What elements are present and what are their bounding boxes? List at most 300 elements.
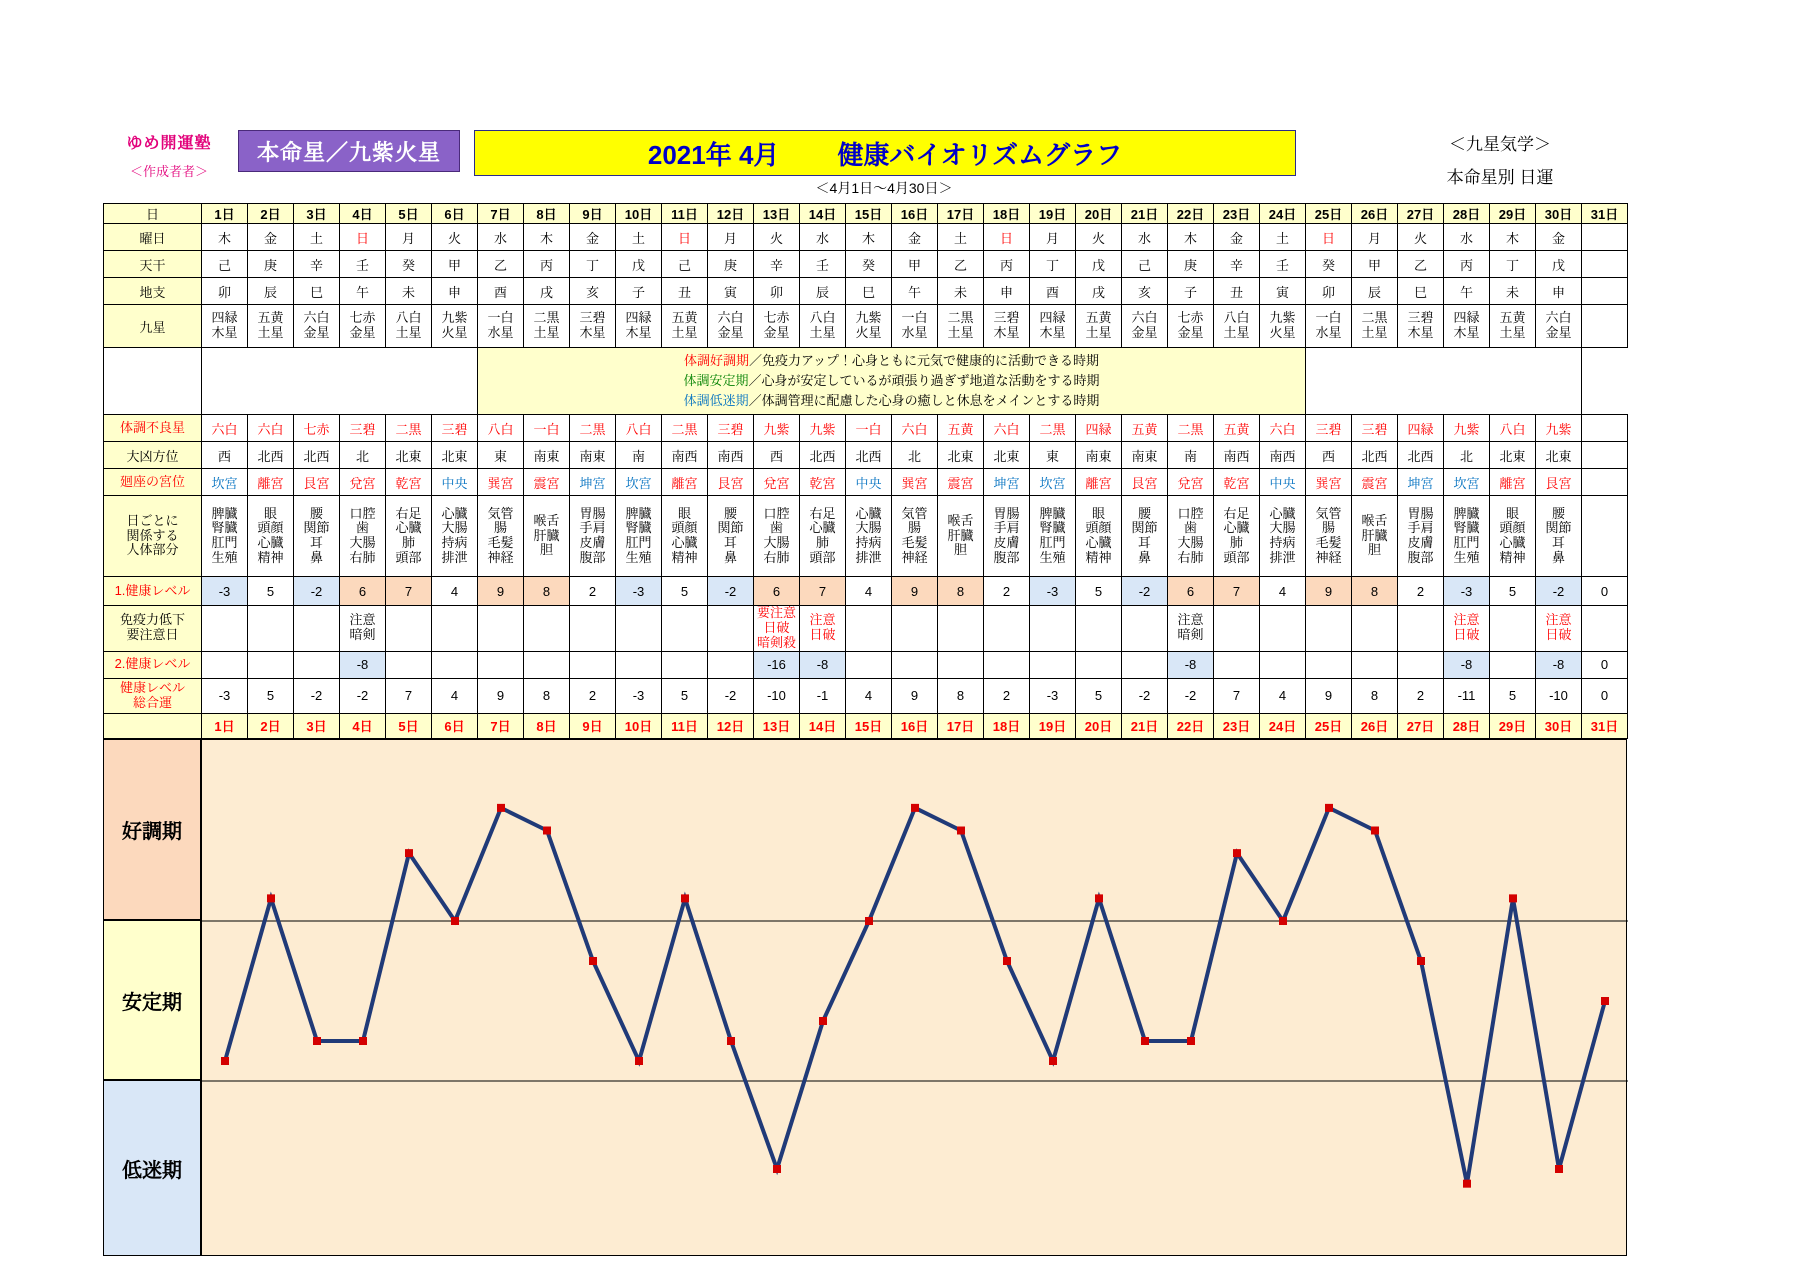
bad-star-29: 八白: [1490, 415, 1536, 442]
graph-point-25: [1325, 804, 1333, 812]
kyusei-3: 六白 金星: [294, 305, 340, 348]
immune-warning-22: 注意 暗剣: [1168, 606, 1214, 652]
graph-point-1: [221, 1057, 229, 1065]
bad-star-30: 九紫: [1536, 415, 1582, 442]
level1-19: -3: [1030, 577, 1076, 606]
bad-direction-17: 北東: [938, 442, 984, 469]
body-part-22: 口腔 歯 大腸 右肺: [1168, 496, 1214, 577]
graph-point-15: [865, 917, 873, 925]
kyusei-12: 六白 金星: [708, 305, 754, 348]
body-part-20: 眼 頭顔 心臓 精神: [1076, 496, 1122, 577]
level1-12: -2: [708, 577, 754, 606]
total-8: 8: [524, 678, 570, 713]
total-21: -2: [1122, 678, 1168, 713]
bad-star-2: 六白: [248, 415, 294, 442]
level1-6: 4: [432, 577, 478, 606]
tenkan-8: 丙: [524, 251, 570, 278]
system-label: ＜九星気学＞: [1449, 135, 1551, 154]
bad-direction-31: [1582, 442, 1628, 469]
tenkan-25: 癸: [1306, 251, 1352, 278]
bad-direction-25: 西: [1306, 442, 1352, 469]
level1-15: 4: [846, 577, 892, 606]
weekday-2: 金: [248, 224, 294, 251]
level1-13: 6: [754, 577, 800, 606]
total-10: -3: [616, 678, 662, 713]
day-header-15: 15日: [846, 204, 892, 224]
day-header-24: 24日: [1260, 204, 1306, 224]
kaiza-27: 坤宮: [1398, 469, 1444, 496]
day-footer-28: 28日: [1444, 713, 1490, 738]
bad-star-3: 七赤: [294, 415, 340, 442]
tenkan-17: 乙: [938, 251, 984, 278]
level2-28: -8: [1444, 651, 1490, 678]
tenkan-27: 乙: [1398, 251, 1444, 278]
kyusei-17: 二黒 土星: [938, 305, 984, 348]
day-header-13: 13日: [754, 204, 800, 224]
immune-warning-3: [294, 606, 340, 652]
chishi-28: 午: [1444, 278, 1490, 305]
immune-warning-26: [1352, 606, 1398, 652]
bad-star-9: 二黒: [570, 415, 616, 442]
level1-5: 7: [386, 577, 432, 606]
level2-27: [1398, 651, 1444, 678]
bad-direction-28: 北: [1444, 442, 1490, 469]
day-footer-5: 5日: [386, 713, 432, 738]
tenkan-23: 辛: [1214, 251, 1260, 278]
chishi-8: 戌: [524, 278, 570, 305]
total-3: -2: [294, 678, 340, 713]
kyusei-4: 七赤 金星: [340, 305, 386, 348]
immune-warning-23: [1214, 606, 1260, 652]
level2-29: [1490, 651, 1536, 678]
immune-warning-16: [892, 606, 938, 652]
chishi-10: 子: [616, 278, 662, 305]
chishi-7: 酉: [478, 278, 524, 305]
tenkan-24: 壬: [1260, 251, 1306, 278]
body-part-19: 脾臓 腎臓 肛門 生殖: [1030, 496, 1076, 577]
chishi-2: 辰: [248, 278, 294, 305]
weekday-13: 火: [754, 224, 800, 251]
total-23: 7: [1214, 678, 1260, 713]
kyusei-15: 九紫 火星: [846, 305, 892, 348]
tenkan-10: 戊: [616, 251, 662, 278]
kaiza-31: [1582, 469, 1628, 496]
level2-22: -8: [1168, 651, 1214, 678]
level1-23: 7: [1214, 577, 1260, 606]
bad-direction-27: 北西: [1398, 442, 1444, 469]
kaiza-4: 兌宮: [340, 469, 386, 496]
tenkan-14: 壬: [800, 251, 846, 278]
day-header-30: 30日: [1536, 204, 1582, 224]
graph-plot-area: [201, 739, 1627, 1256]
tenkan-7: 乙: [478, 251, 524, 278]
chishi-30: 申: [1536, 278, 1582, 305]
tenkan-4: 壬: [340, 251, 386, 278]
level2-13: -16: [754, 651, 800, 678]
bad-direction-21: 南東: [1122, 442, 1168, 469]
weekday-16: 金: [892, 224, 938, 251]
immune-warning-12: [708, 606, 754, 652]
day-footer-18: 18日: [984, 713, 1030, 738]
day-header-9: 9日: [570, 204, 616, 224]
body-part-29: 眼 頭顔 心臓 精神: [1490, 496, 1536, 577]
weekday-8: 木: [524, 224, 570, 251]
level2-16: [892, 651, 938, 678]
calendar-data-table: [103, 203, 1628, 739]
bad-direction-20: 南東: [1076, 442, 1122, 469]
kyusei-19: 四緑 木星: [1030, 305, 1076, 348]
kyusei-14: 八白 土星: [800, 305, 846, 348]
brand-author: ＜作成者者＞: [129, 164, 208, 179]
total-26: 8: [1352, 678, 1398, 713]
body-part-5: 右足 心臓 肺 頭部: [386, 496, 432, 577]
kyusei-2: 五黄 土星: [248, 305, 294, 348]
table-row-body-part: [104, 496, 1628, 577]
weekday-15: 木: [846, 224, 892, 251]
level1-26: 8: [1352, 577, 1398, 606]
kyusei-26: 二黒 土星: [1352, 305, 1398, 348]
weekday-18: 日: [984, 224, 1030, 251]
row-label-total: 健康レベル 総合運: [104, 678, 202, 713]
total-12: -2: [708, 678, 754, 713]
graph-point-27: [1417, 957, 1425, 965]
bad-star-5: 二黒: [386, 415, 432, 442]
bad-direction-15: 北西: [846, 442, 892, 469]
weekday-6: 火: [432, 224, 478, 251]
bad-direction-1: 西: [202, 442, 248, 469]
level1-2: 5: [248, 577, 294, 606]
body-part-21: 腰 関節 耳 鼻: [1122, 496, 1168, 577]
chishi-3: 巳: [294, 278, 340, 305]
graph-point-8: [543, 827, 551, 835]
total-20: 5: [1076, 678, 1122, 713]
bad-star-13: 九紫: [754, 415, 800, 442]
day-header-10: 10日: [616, 204, 662, 224]
total-24: 4: [1260, 678, 1306, 713]
level2-24: [1260, 651, 1306, 678]
day-header-23: 23日: [1214, 204, 1260, 224]
immune-warning-17: [938, 606, 984, 652]
chishi-4: 午: [340, 278, 386, 305]
row-label-immune-warning: 免疫力低下 要注意日: [104, 606, 202, 652]
level1-3: -2: [294, 577, 340, 606]
immune-warning-13: 要注意 日破 暗剣殺: [754, 606, 800, 652]
immune-warning-6: [432, 606, 478, 652]
legend-line-3: 体調低迷期／体調管理に配慮した心身の癒しと休息をメインとする時期: [683, 393, 1100, 409]
chishi-5: 未: [386, 278, 432, 305]
day-footer-19: 19日: [1030, 713, 1076, 738]
kaiza-29: 離宮: [1490, 469, 1536, 496]
body-part-24: 心臓 大腸 持病 排泄: [1260, 496, 1306, 577]
graph-point-24: [1279, 917, 1287, 925]
graph-point-5: [405, 849, 413, 857]
weekday-19: 月: [1030, 224, 1076, 251]
page-header: [110, 130, 1690, 196]
graph-point-6: [451, 917, 459, 925]
day-footer-23: 23日: [1214, 713, 1260, 738]
chishi-12: 寅: [708, 278, 754, 305]
level1-30: -2: [1536, 577, 1582, 606]
body-part-1: 脾臓 腎臓 肛門 生殖: [202, 496, 248, 577]
day-footer-10: 10日: [616, 713, 662, 738]
bad-direction-19: 東: [1030, 442, 1076, 469]
level1-22: 6: [1168, 577, 1214, 606]
body-part-2: 眼 頭顔 心臓 精神: [248, 496, 294, 577]
level2-19: [1030, 651, 1076, 678]
bad-direction-14: 北西: [800, 442, 846, 469]
kyusei-5: 八白 土星: [386, 305, 432, 348]
day-footer-21: 21日: [1122, 713, 1168, 738]
kaiza-10: 坎宮: [616, 469, 662, 496]
kaiza-7: 巽宮: [478, 469, 524, 496]
kyusei-16: 一白 水星: [892, 305, 938, 348]
kaiza-1: 坎宮: [202, 469, 248, 496]
tenkan-30: 戊: [1536, 251, 1582, 278]
immune-warning-30: 注意 日破: [1536, 606, 1582, 652]
body-part-18: 胃腸 手肩 皮膚 腹部: [984, 496, 1030, 577]
body-part-26: 喉舌 肝臓 胆: [1352, 496, 1398, 577]
chishi-19: 酉: [1030, 278, 1076, 305]
graph-point-23: [1233, 849, 1241, 857]
total-7: 9: [478, 678, 524, 713]
day-header-12: 12日: [708, 204, 754, 224]
kyusei-18: 三碧 木星: [984, 305, 1030, 348]
weekday-29: 木: [1490, 224, 1536, 251]
weekday-11: 日: [662, 224, 708, 251]
body-part-15: 心臓 大腸 持病 排泄: [846, 496, 892, 577]
tenkan-13: 辛: [754, 251, 800, 278]
level2-31: 0: [1582, 651, 1628, 678]
weekday-24: 土: [1260, 224, 1306, 251]
weekday-21: 水: [1122, 224, 1168, 251]
immune-warning-20: [1076, 606, 1122, 652]
level1-14: 7: [800, 577, 846, 606]
graph-zone-label-2: 安定期: [103, 920, 201, 1080]
bad-direction-16: 北: [892, 442, 938, 469]
kaiza-28: 坎宮: [1444, 469, 1490, 496]
day-header-4: 4日: [340, 204, 386, 224]
bad-star-25: 三碧: [1306, 415, 1352, 442]
graph-point-17: [957, 827, 965, 835]
row-label-level1: 1.健康レベル: [104, 577, 202, 606]
tenkan-19: 丁: [1030, 251, 1076, 278]
bad-star-22: 二黒: [1168, 415, 1214, 442]
kaiza-11: 離宮: [662, 469, 708, 496]
day-footer-26: 26日: [1352, 713, 1398, 738]
table-row-day-footer: [104, 713, 1628, 738]
legend-line-1: 体調好調期／免疫力アップ！心身ともに元気で健康的に活動できる時期: [683, 352, 1100, 368]
kyusei-8: 二黒 土星: [524, 305, 570, 348]
graph-point-14: [819, 1017, 827, 1025]
tenkan-31: [1582, 251, 1628, 278]
table-row-level1: [104, 577, 1628, 606]
level2-21: [1122, 651, 1168, 678]
table-row-total: [104, 678, 1628, 713]
bad-direction-9: 南東: [570, 442, 616, 469]
day-header-31: 31日: [1582, 204, 1628, 224]
graph-point-20: [1095, 894, 1103, 902]
kaiza-30: 艮宮: [1536, 469, 1582, 496]
level1-24: 4: [1260, 577, 1306, 606]
bad-direction-22: 南: [1168, 442, 1214, 469]
bad-star-31: [1582, 415, 1628, 442]
bad-direction-4: 北: [340, 442, 386, 469]
level2-18: [984, 651, 1030, 678]
bad-star-10: 八白: [616, 415, 662, 442]
kyusei-25: 一白 水星: [1306, 305, 1352, 348]
tenkan-9: 丁: [570, 251, 616, 278]
total-6: 4: [432, 678, 478, 713]
level2-4: -8: [340, 651, 386, 678]
year-month: 2021年 4月: [647, 139, 780, 170]
bad-star-6: 三碧: [432, 415, 478, 442]
kaiza-5: 乾宮: [386, 469, 432, 496]
graph-point-12: [727, 1037, 735, 1045]
day-footer-11: 11日: [662, 713, 708, 738]
kaiza-23: 乾宮: [1214, 469, 1260, 496]
table-row-chishi: [104, 278, 1628, 305]
legend-right-blank: [1306, 348, 1582, 415]
kaiza-17: 震宮: [938, 469, 984, 496]
kyusei-22: 七赤 金星: [1168, 305, 1214, 348]
graph-point-31: [1601, 997, 1609, 1005]
tenkan-15: 癸: [846, 251, 892, 278]
total-27: 2: [1398, 678, 1444, 713]
graph-point-21: [1141, 1037, 1149, 1045]
level1-17: 8: [938, 577, 984, 606]
level1-29: 5: [1490, 577, 1536, 606]
day-footer-31: 31日: [1582, 713, 1628, 738]
chart-title-banner: [474, 130, 1296, 176]
immune-warning-24: [1260, 606, 1306, 652]
chishi-24: 寅: [1260, 278, 1306, 305]
weekday-17: 土: [938, 224, 984, 251]
immune-warning-1: [202, 606, 248, 652]
day-header-5: 5日: [386, 204, 432, 224]
kaiza-18: 坤宮: [984, 469, 1030, 496]
total-5: 7: [386, 678, 432, 713]
day-footer-29: 29日: [1490, 713, 1536, 738]
table-row-day: [104, 204, 1628, 224]
total-15: 4: [846, 678, 892, 713]
bad-direction-30: 北東: [1536, 442, 1582, 469]
kyusei-11: 五黄 土星: [662, 305, 708, 348]
body-part-6: 心臓 大腸 持病 排泄: [432, 496, 478, 577]
kaiza-24: 中央: [1260, 469, 1306, 496]
day-header-14: 14日: [800, 204, 846, 224]
row-label-body-part: 日ごとに 関係する 人体部分: [104, 496, 202, 577]
immune-warning-4: 注意 暗剣: [340, 606, 386, 652]
row-label-day: 日: [104, 204, 202, 224]
total-29: 5: [1490, 678, 1536, 713]
body-part-11: 眼 頭顔 心臓 精神: [662, 496, 708, 577]
day-header-6: 6日: [432, 204, 478, 224]
day-header-17: 17日: [938, 204, 984, 224]
legend-description: [478, 348, 1306, 415]
kyusei-1: 四緑 木星: [202, 305, 248, 348]
level2-7: [478, 651, 524, 678]
kyusei-20: 五黄 土星: [1076, 305, 1122, 348]
weekday-1: 木: [202, 224, 248, 251]
main-star-label: 本命星／九紫火星: [256, 139, 441, 165]
bad-direction-8: 南東: [524, 442, 570, 469]
bad-star-19: 二黒: [1030, 415, 1076, 442]
chishi-26: 辰: [1352, 278, 1398, 305]
kyusei-30: 六白 金星: [1536, 305, 1582, 348]
row-label-kaiza: 廻座の宮位: [104, 469, 202, 496]
graph-point-22: [1187, 1037, 1195, 1045]
tenkan-3: 辛: [294, 251, 340, 278]
row-label-chishi: 地支: [104, 278, 202, 305]
day-footer-9: 9日: [570, 713, 616, 738]
day-footer-2: 2日: [248, 713, 294, 738]
graph-point-4: [359, 1037, 367, 1045]
day-header-26: 26日: [1352, 204, 1398, 224]
level1-7: 9: [478, 577, 524, 606]
kyusei-10: 四緑 木星: [616, 305, 662, 348]
weekday-7: 水: [478, 224, 524, 251]
day-header-25: 25日: [1306, 204, 1352, 224]
graph-zone-label-3: 低迷期: [103, 1080, 201, 1256]
brand-block: [110, 130, 228, 180]
total-16: 9: [892, 678, 938, 713]
row-label-weekday: 曜日: [104, 224, 202, 251]
weekday-12: 月: [708, 224, 754, 251]
bad-star-20: 四緑: [1076, 415, 1122, 442]
body-part-16: 気管 腸 毛髪 神経: [892, 496, 938, 577]
day-footer-8: 8日: [524, 713, 570, 738]
body-part-10: 脾臓 腎臓 肛門 生殖: [616, 496, 662, 577]
bad-star-26: 三碧: [1352, 415, 1398, 442]
body-part-9: 胃腸 手肩 皮膚 腹部: [570, 496, 616, 577]
system-block: [1310, 130, 1690, 188]
tenkan-20: 戊: [1076, 251, 1122, 278]
level1-28: -3: [1444, 577, 1490, 606]
level2-6: [432, 651, 478, 678]
legend-line-2: 体調安定期／心身が安定しているが頑張り過ぎず地道な活動をする時期: [683, 372, 1100, 388]
kyusei-28: 四緑 木星: [1444, 305, 1490, 348]
level1-9: 2: [570, 577, 616, 606]
day-footer-25: 25日: [1306, 713, 1352, 738]
kyusei-6: 九紫 火星: [432, 305, 478, 348]
immune-warning-8: [524, 606, 570, 652]
day-footer-27: 27日: [1398, 713, 1444, 738]
bad-direction-13: 西: [754, 442, 800, 469]
body-part-13: 口腔 歯 大腸 右肺: [754, 496, 800, 577]
level1-21: -2: [1122, 577, 1168, 606]
weekday-10: 土: [616, 224, 662, 251]
level2-2: [248, 651, 294, 678]
kaiza-13: 兌宮: [754, 469, 800, 496]
weekday-27: 火: [1398, 224, 1444, 251]
bad-direction-6: 北東: [432, 442, 478, 469]
body-part-25: 気管 腸 毛髪 神経: [1306, 496, 1352, 577]
bad-star-7: 八白: [478, 415, 524, 442]
day-header-19: 19日: [1030, 204, 1076, 224]
tenkan-5: 癸: [386, 251, 432, 278]
immune-warning-7: [478, 606, 524, 652]
kaiza-12: 艮宮: [708, 469, 754, 496]
graph-point-9: [589, 957, 597, 965]
level2-14: -8: [800, 651, 846, 678]
kyusei-21: 六白 金星: [1122, 305, 1168, 348]
level2-15: [846, 651, 892, 678]
graph-point-29: [1509, 894, 1517, 902]
bad-direction-5: 北東: [386, 442, 432, 469]
day-header-18: 18日: [984, 204, 1030, 224]
immune-warning-9: [570, 606, 616, 652]
body-part-17: 喉舌 肝臓 胆: [938, 496, 984, 577]
